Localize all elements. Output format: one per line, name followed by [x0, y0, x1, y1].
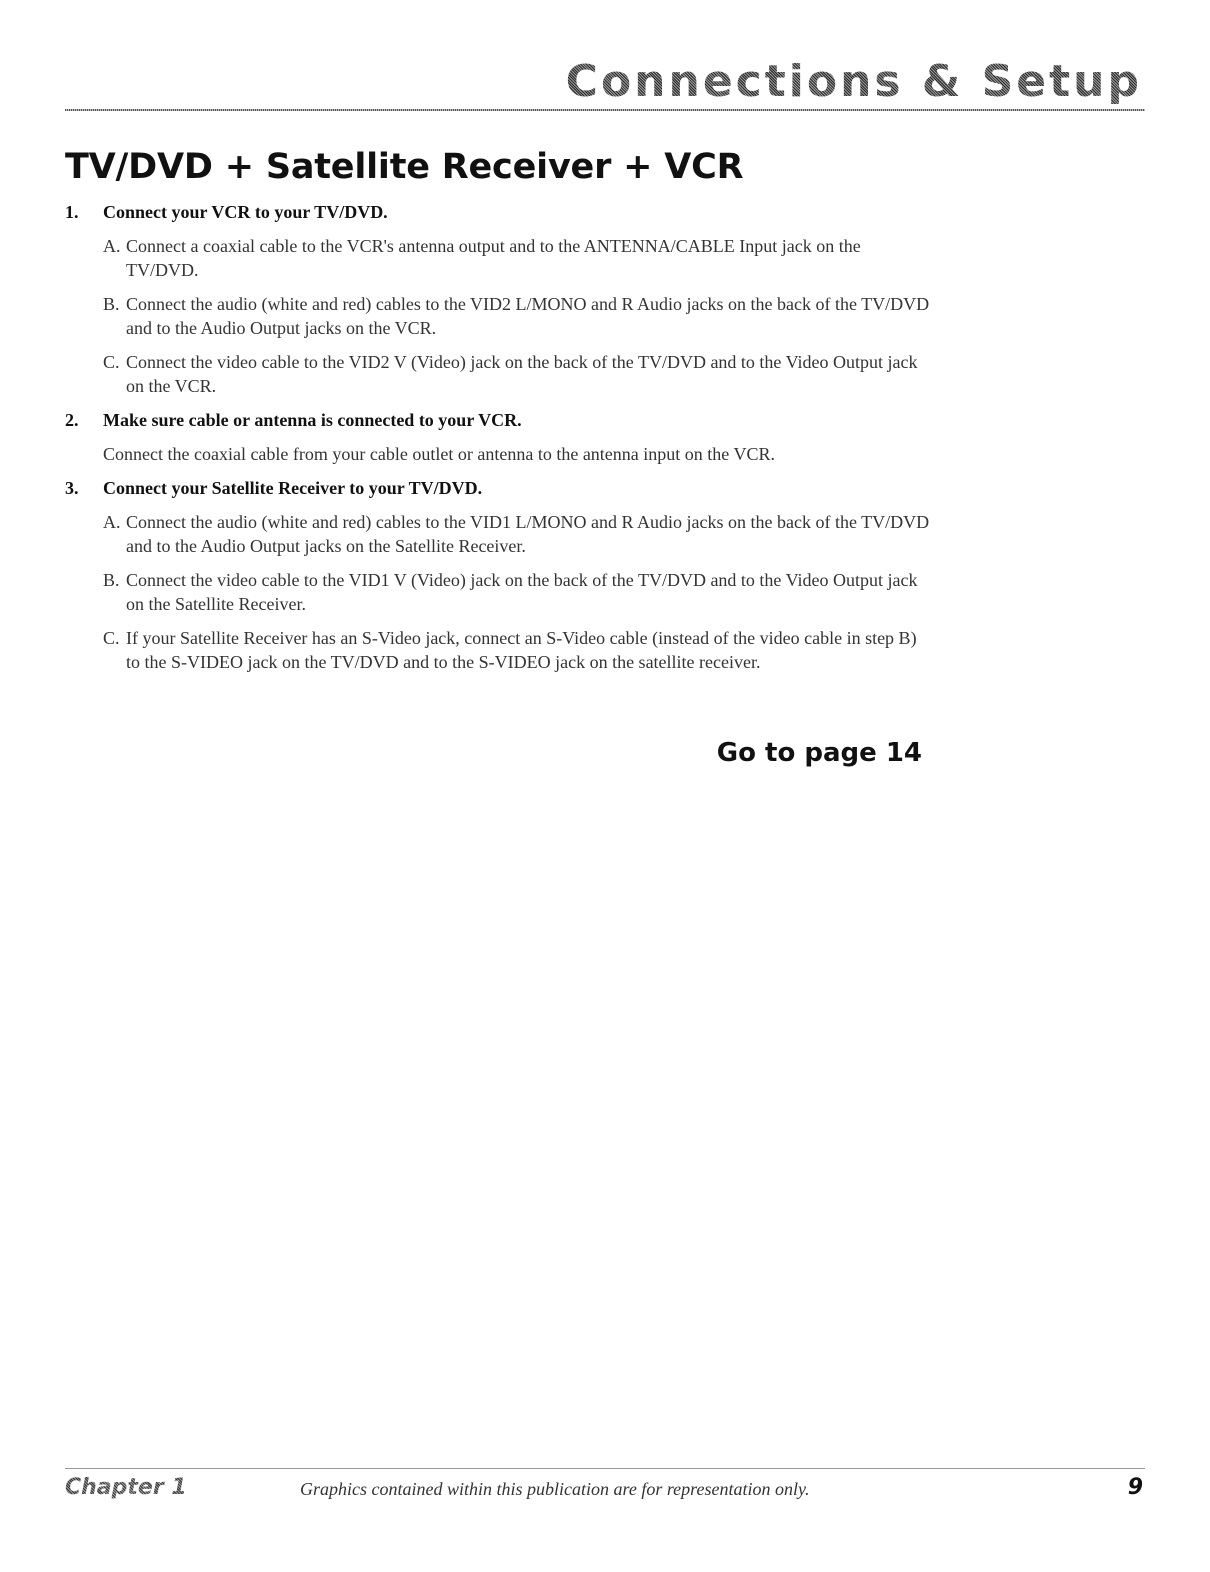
- instructions: [65, 200, 935, 684]
- step-1-item-a: [103, 234, 935, 282]
- step-3-item-c: [103, 626, 935, 674]
- step-3: [65, 476, 935, 674]
- footer-divider: [65, 1468, 1145, 1469]
- step-number: 3.: [65, 478, 79, 498]
- item-text: Connect a coaxial cable to the VCR's antenna output and to the ANTENNA/CABLE Input jack on the TV/DVD.: [126, 236, 861, 280]
- page-number: 9: [1127, 1475, 1143, 1500]
- step-2-text: Connect the coaxial cable from your cable outlet or antenna to the antenna input on the VCR.: [103, 444, 775, 464]
- step-3-item-b: [103, 568, 935, 616]
- item-letter: A.: [103, 512, 121, 532]
- item-letter: C.: [103, 352, 120, 372]
- step-2-heading: [65, 408, 935, 432]
- step-2: [65, 408, 935, 466]
- section-title: Connections & Setup: [565, 56, 1142, 107]
- item-text: If your Satellite Receiver has an S-Video jack, connect an S-Video cable (instead of the video cable in step B) to the S-VIDEO jack on the TV/DVD and to the S-VIDEO jack on the satellite receiver.: [126, 628, 917, 672]
- step-1-item-b: [103, 292, 935, 340]
- step-1: [65, 200, 935, 398]
- step-1-item-c: [103, 350, 935, 398]
- footer-note: Graphics contained within this publication are for representation only.: [300, 1479, 810, 1499]
- item-text: Connect the audio (white and red) cables to the VID2 L/MONO and R Audio jacks on the back of the TV/DVD and to the Audio Output jacks on the VCR.: [126, 294, 930, 338]
- item-letter: A.: [103, 236, 121, 256]
- page-heading: TV/DVD + Satellite Receiver + VCR: [65, 147, 744, 187]
- item-text: Connect the video cable to the VID1 V (Video) jack on the back of the TV/DVD and to the Video Output jack on the Satellite Receiver.: [126, 570, 918, 614]
- step-3-heading: [65, 476, 935, 500]
- step-1-heading: [65, 200, 935, 224]
- item-letter: B.: [103, 570, 120, 590]
- step-number: 2.: [65, 410, 79, 430]
- step-title: Make sure cable or antenna is connected to your VCR.: [103, 410, 522, 430]
- step-title: Connect your Satellite Receiver to your TV/DVD.: [103, 478, 483, 498]
- chapter-label: Chapter 1: [65, 1475, 187, 1500]
- header-divider: [65, 109, 1145, 111]
- go-to-page-link: Go to page 14: [716, 738, 922, 768]
- item-text: Connect the video cable to the VID2 V (Video) jack on the back of the TV/DVD and to the Video Output jack on the VCR.: [126, 352, 918, 396]
- item-letter: B.: [103, 294, 120, 314]
- step-3-item-a: [103, 510, 935, 558]
- step-number: 1.: [65, 202, 79, 222]
- item-text: Connect the audio (white and red) cables to the VID1 L/MONO and R Audio jacks on the back of the TV/DVD and to the Audio Output jacks on the Satellite Receiver.: [126, 512, 930, 556]
- step-title: Connect your VCR to your TV/DVD.: [103, 202, 388, 222]
- item-letter: C.: [103, 628, 120, 648]
